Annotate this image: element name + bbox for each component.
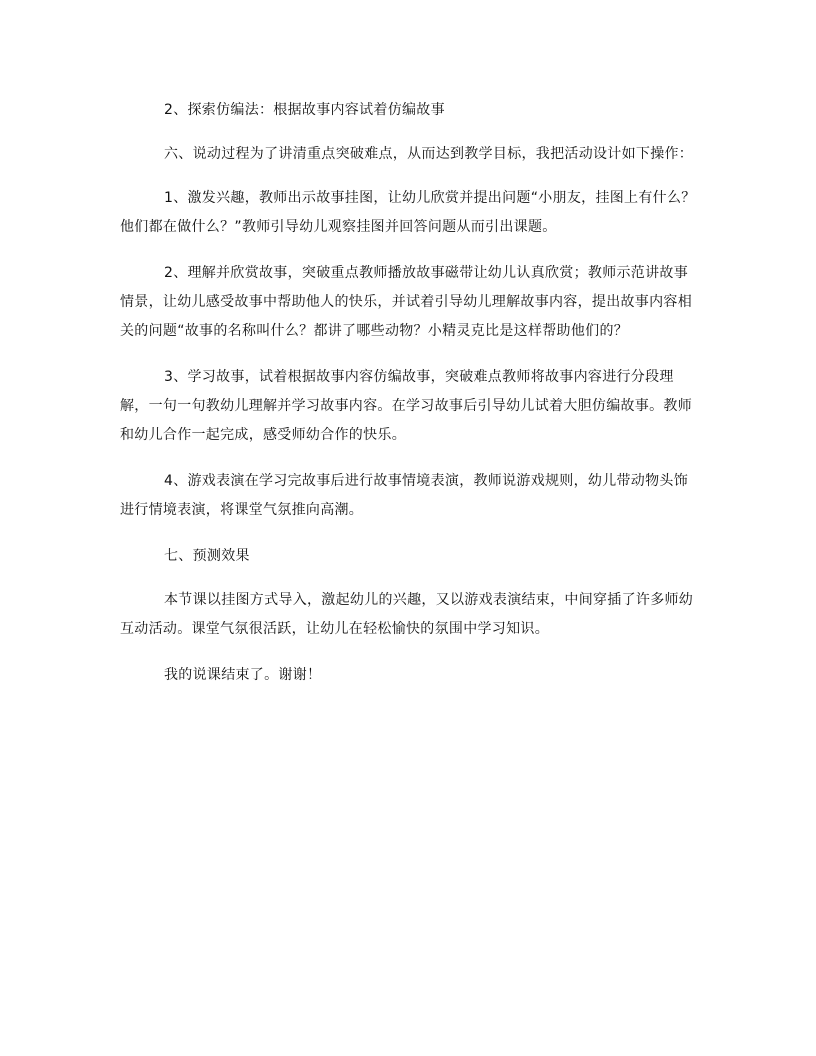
- document-body: [120, 96, 702, 707]
- paragraph-method-2: 2、探索仿编法：根据故事内容试着仿编故事: [164, 102, 445, 118]
- paragraph-step-1: 1、激发兴趣，教师出示故事挂图，让幼儿欣赏并提出问题“小朋友，挂图上有什么？他们都在做什么？”教师引导幼儿观察挂图并回答问题从而引出课题。: [120, 190, 696, 235]
- paragraph-step-2: 2、理解并欣赏故事，突破重点教师播放故事磁带让幼儿认真欣赏；教师示范讲故事情景，让幼儿感受故事中帮助他人的快乐，并试着引导幼儿理解故事内容，提出故事内容相关的问题“故事的名称叫什么？都讲了哪些动物？小精灵克比是这样帮助他们的？: [120, 265, 692, 339]
- paragraph-closing: 我的说课结束了。谢谢！: [164, 667, 322, 683]
- section-six-heading: 六、说动过程为了讲清重点突破难点，从而达到教学目标，我把活动设计如下操作：: [164, 146, 694, 162]
- section-seven-heading: 七、预测效果: [164, 548, 250, 564]
- paragraph-step-3: 3、学习故事，试着根据故事内容仿编故事，突破难点教师将故事内容进行分段理解，一句一句教幼儿理解并学习故事内容。在学习故事后引导幼儿试着大胆仿编故事。教师和幼儿合作一起完成，感受师幼合作的快乐。: [120, 369, 692, 443]
- paragraph-step-4: 4、游戏表演在学习完故事后进行故事情境表演，教师说游戏规则，幼儿带动物头饰进行情境表演，将课堂气氛推向高潮。: [120, 473, 689, 518]
- paragraph-expected-effect: 本节课以挂图方式导入，激起幼儿的兴趣，又以游戏表演结束，中间穿插了许多师幼互动活动。课堂气氛很活跃，让幼儿在轻松愉快的氛围中学习知识。: [120, 592, 694, 637]
